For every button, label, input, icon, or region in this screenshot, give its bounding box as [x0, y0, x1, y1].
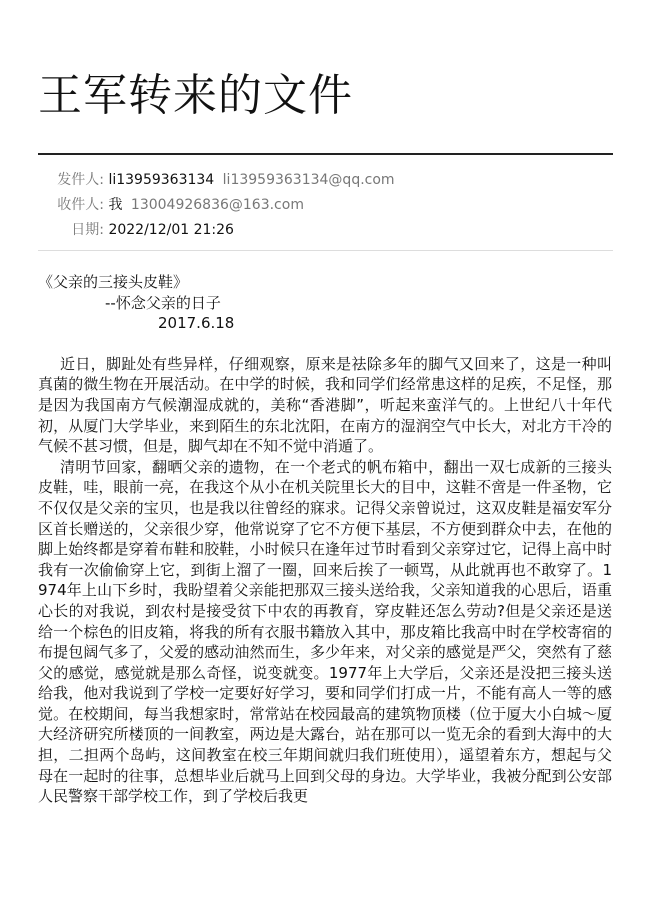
recipient-row [38, 193, 613, 218]
sender-name[interactable]: li13959363134 [108, 172, 215, 188]
spacer [38, 334, 612, 354]
date-row [38, 218, 613, 243]
title-divider [38, 153, 613, 155]
sender-address[interactable]: li13959363134@qq.com [222, 172, 395, 188]
body-paragraph-1: 近日，脚趾处有些异样，仔细观察，原来是祛除多年的脚气又回来了，这是一种叫真菌的微生物在开展活动。在中学的时候，我和同学们经常患这样的足疾，不足怪，那是因为我国南方气候潮湿成就的，美称“香港脚”，听起来蛮洋气的。上世纪八十年代初，从厦门大学毕业，来到陌生的东北沈阳，在南方的湿润空气中长大，对北方干冷的气候不甚习惯，但是，脚气却在不知不觉中消遁了。 [38, 354, 612, 456]
recipient-name[interactable]: 我 [108, 197, 123, 213]
body-paragraph-2: 清明节回家，翻晒父亲的遗物，在一个老式的帆布箱中，翻出一双七成新的三接头皮鞋，哇，眼前一亮，在我这个从小在机关院里长大的目中，这鞋不啻是一件圣物，它不仅仅是父亲的宝贝，也是我以往曾经的寐求。记得父亲曾说过，这双皮鞋是福安军分区首长赠送的，父亲很少穿，他常说穿了它不方便下基层，不方便到群众中去，在他的脚上始终都是穿着布鞋和胶鞋，小时候只在逢年过节时看到父亲穿过它，记得上高中时我有一次偷偷穿上它，到街上溜了一圈，回来后挨了一顿骂，从此就再也不敢穿了。1974年上山下乡时，我盼望着父亲能把那双三接头送给我，父亲知道我的心思后，语重心长的对我说，到农村是接受贫下中农的再教育，穿皮鞋还怎么劳动?但是父亲还是送给一个棕色的旧皮箱，将我的所有衣服书籍放入其中，那皮箱比我高中时在学校寄宿的布提包阔气多了，父爱的感动油然而生，多少年来，对父亲的感觉是严父，突然有了慈父的感觉，感觉就是那么奇怪，说变就变。1977年上大学后，父亲还是没把三接头送给我，他对我说到了学校一定要好好学习，要和同学们打成一片，不能有高人一等的感觉。在校期间，每当我想家时，常常站在校园最高的建筑物顶楼（位于厦大小白城～厦大经济研究所楼顶的一间教室，两边是大露台，站在那可以一览无余的看到大海中的大担，二担两个岛屿，这间教室在校三年期间就归我们班使用），遥望着东方，想起与父母在一起时的往事，总想毕业后就马上回到父母的身边。大学毕业，我被分配到公安部人民警察干部学校工作，到了学校后我更 [38, 457, 612, 806]
email-body [38, 272, 612, 807]
sender-row [38, 168, 613, 193]
sender-label: 发件人: [57, 172, 104, 188]
recipient-address[interactable]: 13004926836@163.com [130, 197, 304, 213]
header-divider [38, 250, 613, 251]
article-subtitle: --怀念父亲的日子 [105, 293, 221, 312]
recipient-label: 收件人: [57, 197, 104, 213]
email-subject-title: 王军转来的文件 [38, 70, 353, 121]
article-title: 《父亲的三接头皮鞋》 [38, 273, 189, 291]
article-date: 2017.6.18 [158, 314, 235, 333]
email-header [38, 168, 613, 243]
date-value: 2022/12/01 21:26 [108, 222, 234, 238]
date-label: 日期: [71, 222, 104, 238]
